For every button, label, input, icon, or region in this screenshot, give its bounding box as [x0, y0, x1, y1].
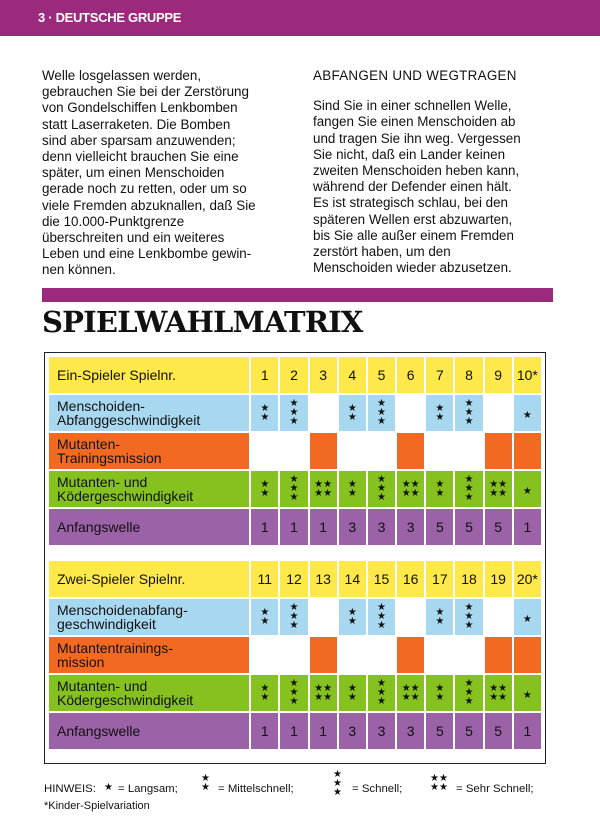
speed-cell — [309, 394, 338, 432]
game-number: 17 — [425, 560, 454, 598]
star-icon: ★ ★ — [347, 682, 357, 703]
game-number: 14 — [338, 560, 367, 598]
star-icon: ★ ★ ★ — [289, 474, 299, 503]
legend-medium: = Mittelschnell; — [218, 783, 294, 795]
star-icon: ★ — [522, 486, 532, 497]
star-very-fast-icon: ★★ ★★ — [430, 773, 448, 793]
game-number: 1 — [250, 356, 279, 394]
game-number: 11 — [250, 560, 279, 598]
speed-cell — [484, 470, 513, 508]
speed-cell — [338, 598, 367, 636]
speed-cell — [396, 394, 425, 432]
star-icon: ★ ★ ★ — [464, 398, 474, 427]
training-cell — [484, 432, 513, 470]
speed-cell — [425, 674, 454, 712]
star-icon: ★ ★ — [435, 606, 445, 627]
start-wave-cell: 3 — [396, 712, 425, 750]
game-number: 9 — [484, 356, 513, 394]
legend-slow: = Langsam; — [118, 783, 178, 795]
speed-cell — [279, 674, 308, 712]
training-cell — [309, 636, 338, 674]
row-label: Mutanten- Trainingsmission — [48, 432, 250, 470]
start-wave-cell: 1 — [279, 508, 308, 546]
training-cell — [425, 636, 454, 674]
game-number: 10* — [513, 356, 542, 394]
speed-cell — [425, 394, 454, 432]
training-cell — [396, 636, 425, 674]
star-icon: ★ ★ — [260, 606, 270, 627]
star-icon: ★ ★ — [347, 478, 357, 499]
training-cell — [338, 432, 367, 470]
legend-very-fast: = Sehr Schnell; — [456, 783, 534, 795]
start-wave-cell: 3 — [367, 508, 396, 546]
speed-cell — [484, 674, 513, 712]
start-wave-cell: 5 — [484, 508, 513, 546]
speed-cell — [367, 674, 396, 712]
training-cell — [279, 636, 308, 674]
game-number: 3 — [309, 356, 338, 394]
speed-cell — [367, 470, 396, 508]
game-number: 16 — [396, 560, 425, 598]
right-column — [313, 68, 553, 276]
row-label: Mutantentrainings- mission — [48, 636, 250, 674]
star-medium-icon: ★ ★ — [201, 773, 210, 793]
star-icon: ★ ★ ★ — [464, 474, 474, 503]
left-column-text: Welle losgelassen werden, gebrauchen Sie bei der Zerstörung von Gondelschiffen Lenkbomben statt Laserraketen. Die Bomben sind aber sparsam anzuwenden; denn vielleicht brauchen Sie eine später, um einen Menschoiden gerade noch zu retten, oder um so viele Fremden abzuknallen, daß Sie die 10.000-Punktgrenze überschreiten und ein weiteres Leben und eine Lenkbombe gewin- nen können. — [42, 68, 256, 278]
star-icon: ★★ ★★ — [401, 478, 420, 499]
start-wave-cell: 3 — [338, 508, 367, 546]
start-wave-cell: 3 — [367, 712, 396, 750]
speed-cell — [513, 598, 542, 636]
legend-prefix: HINWEIS: — [44, 783, 96, 795]
speed-cell — [396, 470, 425, 508]
row-label: Mutanten- und Ködergeschwindigkeit — [48, 674, 250, 712]
one-player-table — [47, 355, 543, 547]
speed-cell — [513, 470, 542, 508]
star-icon: ★ ★ — [435, 682, 445, 703]
speed-cell — [454, 674, 483, 712]
row-label: Mutanten- und Ködergeschwindigkeit — [48, 470, 250, 508]
star-icon: ★ ★ — [260, 402, 270, 423]
game-number: 12 — [279, 560, 308, 598]
row-label: Anfangswelle — [48, 508, 250, 546]
start-wave-cell: 1 — [309, 508, 338, 546]
speed-cell — [396, 598, 425, 636]
star-icon: ★ — [522, 410, 532, 421]
section-divider — [42, 288, 553, 302]
game-number: 2 — [279, 356, 308, 394]
star-icon: ★★ ★★ — [489, 682, 508, 703]
start-wave-cell: 3 — [338, 712, 367, 750]
star-icon: ★ — [522, 614, 532, 625]
row-label: Anfangswelle — [48, 712, 250, 750]
speed-cell — [309, 598, 338, 636]
star-icon: ★ ★ — [260, 682, 270, 703]
start-wave-cell: 1 — [309, 712, 338, 750]
start-wave-cell: 5 — [454, 712, 483, 750]
page-header: 3 · DEUTSCHE GRUPPE — [38, 10, 182, 25]
star-icon: ★ ★ ★ — [289, 398, 299, 427]
training-cell — [279, 432, 308, 470]
start-wave-cell: 1 — [250, 712, 279, 750]
star-icon: ★ ★ — [435, 402, 445, 423]
training-cell — [484, 636, 513, 674]
two-player-table — [47, 559, 543, 751]
speed-cell — [454, 470, 483, 508]
star-icon: ★ — [522, 690, 532, 701]
speed-cell — [279, 470, 308, 508]
game-number: 8 — [454, 356, 483, 394]
start-wave-cell: 3 — [396, 508, 425, 546]
star-icon: ★ ★ ★ — [377, 602, 386, 631]
star-slow-icon: ★ — [104, 782, 113, 793]
star-icon: ★ ★ ★ — [464, 602, 474, 631]
training-cell — [513, 636, 542, 674]
star-icon: ★ ★ ★ — [377, 678, 386, 707]
star-icon: ★★ ★★ — [314, 682, 333, 703]
star-icon: ★ ★ ★ — [377, 474, 386, 503]
speed-cell — [250, 470, 279, 508]
star-fast-icon: ★ ★ ★ — [333, 769, 342, 798]
game-number: 19 — [484, 560, 513, 598]
training-cell — [454, 432, 483, 470]
training-cell — [250, 432, 279, 470]
star-icon: ★ ★ — [347, 606, 357, 627]
game-number: 4 — [338, 356, 367, 394]
training-cell — [309, 432, 338, 470]
game-number: 5 — [367, 356, 396, 394]
star-icon: ★★ ★★ — [489, 478, 508, 499]
speed-cell — [279, 394, 308, 432]
game-number: 20* — [513, 560, 542, 598]
start-wave-cell: 1 — [513, 712, 542, 750]
star-icon: ★ ★ — [347, 402, 357, 423]
training-cell — [513, 432, 542, 470]
training-cell — [396, 432, 425, 470]
game-number: 6 — [396, 356, 425, 394]
speed-cell — [309, 470, 338, 508]
training-cell — [425, 432, 454, 470]
star-icon: ★ ★ ★ — [289, 678, 299, 707]
speed-cell — [338, 674, 367, 712]
training-cell — [367, 636, 396, 674]
speed-cell — [250, 598, 279, 636]
star-icon: ★★ ★★ — [314, 478, 333, 499]
right-column-text: Sind Sie in einer schnellen Welle, fangen Sie einen Menschoiden ab und tragen Sie ihn weg. Vergessen Sie nicht, daß ein Lander keinen zweiten Menschoiden heben kann, während der Defender einen hält. Es ist strategisch schlau, bei den späteren Wellen erst abzuwarten, bis Sie alle außer einem Fremden zerstört haben, um den Menschoiden wieder abzusetzen. — [313, 98, 521, 276]
game-number: 7 — [425, 356, 454, 394]
speed-cell — [454, 598, 483, 636]
start-wave-cell: 5 — [484, 712, 513, 750]
row-label: Menschoidenabfang- geschwindigkeit — [48, 598, 250, 636]
star-icon: ★ ★ ★ — [289, 602, 299, 631]
game-number: 15 — [367, 560, 396, 598]
start-wave-cell: 5 — [425, 508, 454, 546]
start-wave-cell: 5 — [425, 712, 454, 750]
right-column-heading: ABFANGEN UND WEGTRAGEN — [313, 68, 517, 83]
footnote: *Kinder-Spielvariation — [44, 800, 150, 812]
speed-cell — [513, 674, 542, 712]
game-matrix — [44, 352, 546, 764]
speed-cell — [425, 470, 454, 508]
games-label: Zwei-Spieler Spielnr. — [48, 560, 250, 598]
start-wave-cell: 5 — [454, 508, 483, 546]
speed-cell — [484, 394, 513, 432]
speed-cell — [454, 394, 483, 432]
matrix-title: SPIELWAHLMATRIX — [42, 305, 363, 339]
start-wave-cell: 1 — [513, 508, 542, 546]
speed-cell — [250, 394, 279, 432]
star-icon: ★ ★ — [435, 478, 445, 499]
start-wave-cell: 1 — [279, 712, 308, 750]
speed-cell — [367, 598, 396, 636]
star-icon: ★ ★ ★ — [377, 398, 386, 427]
speed-cell — [338, 470, 367, 508]
legend-fast: = Schnell; — [352, 783, 403, 795]
game-number: 18 — [454, 560, 483, 598]
start-wave-cell: 1 — [250, 508, 279, 546]
training-cell — [454, 636, 483, 674]
games-label: Ein-Spieler Spielnr. — [48, 356, 250, 394]
speed-cell — [513, 394, 542, 432]
speed-cell — [250, 674, 279, 712]
star-icon: ★ ★ — [260, 478, 270, 499]
speed-cell — [484, 598, 513, 636]
star-icon: ★★ ★★ — [401, 682, 420, 703]
speed-cell — [396, 674, 425, 712]
speed-cell — [338, 394, 367, 432]
speed-cell — [309, 674, 338, 712]
training-cell — [250, 636, 279, 674]
speed-cell — [367, 394, 396, 432]
row-label: Menschoiden- Abfanggeschwindigkeit — [48, 394, 250, 432]
left-column — [42, 68, 292, 279]
star-icon: ★ ★ ★ — [464, 678, 474, 707]
speed-cell — [425, 598, 454, 636]
speed-cell — [279, 598, 308, 636]
training-cell — [367, 432, 396, 470]
training-cell — [338, 636, 367, 674]
game-number: 13 — [309, 560, 338, 598]
